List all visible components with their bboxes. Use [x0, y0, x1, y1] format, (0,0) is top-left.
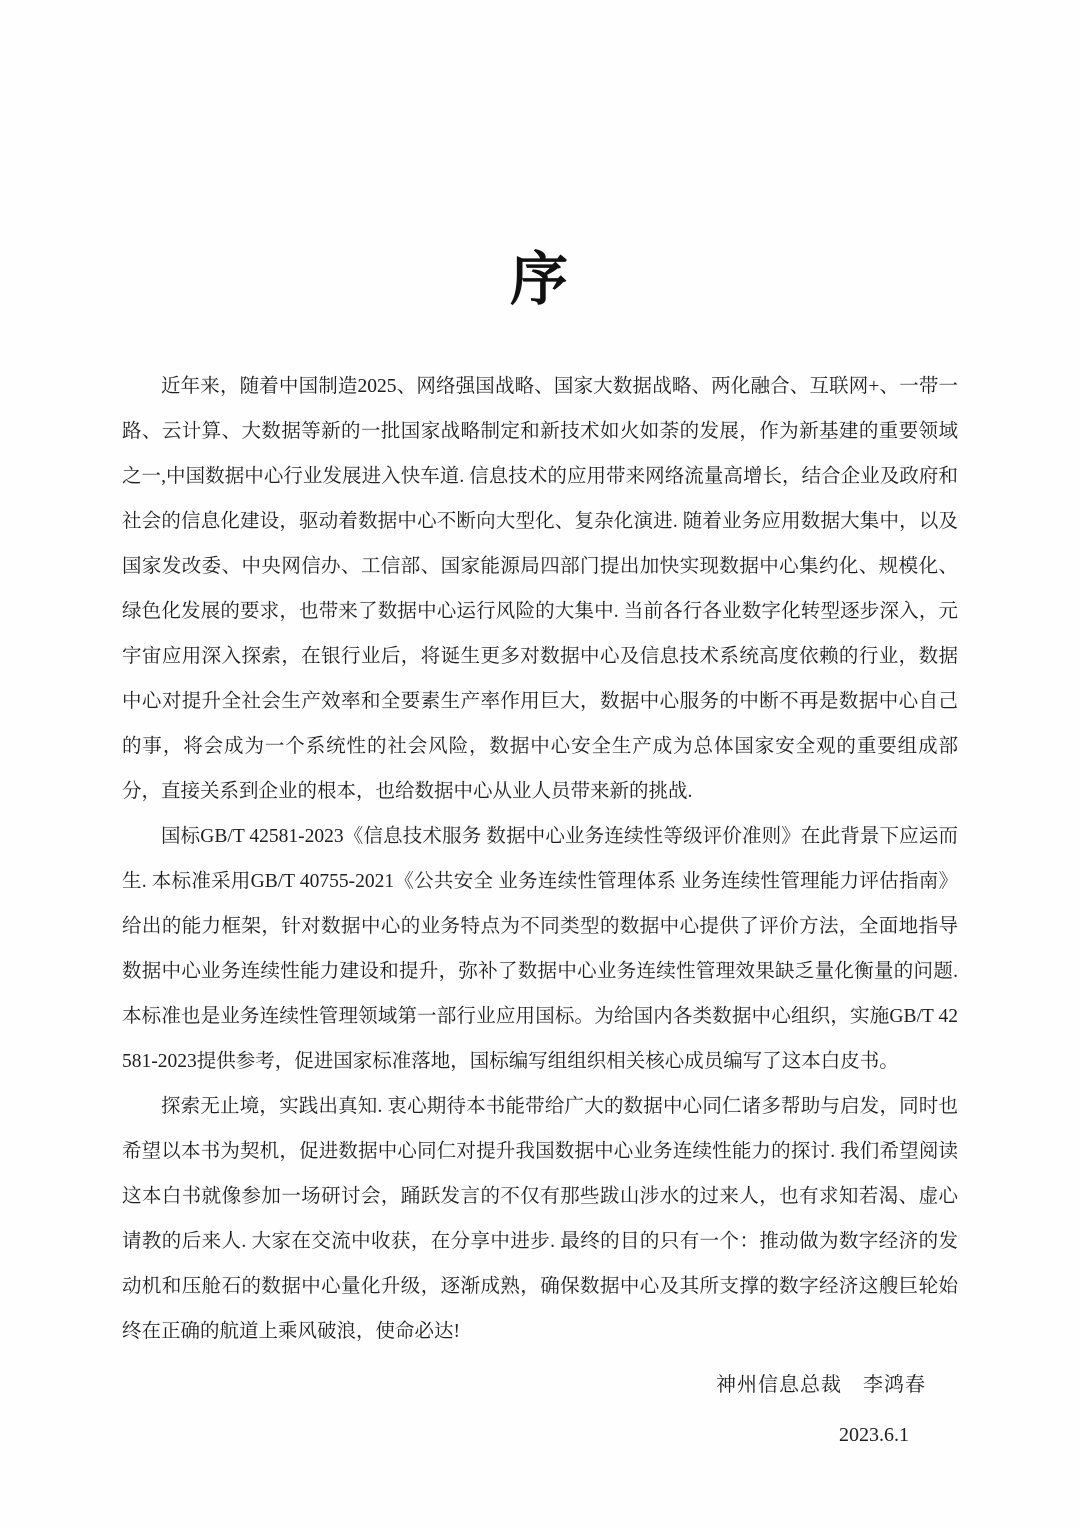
signature-line: 神州信息总裁 李鸿春 — [716, 1373, 926, 1396]
preface-paragraph-2: 国标GB/T 42581-2023《信息技术服务 数据中心业务连续性等级评价准则》在此背景下应运而生. 本标准采用GB/T 40755-2021《公共安全 业务连续性管理体系 业务连续性管理能力评估指南》给出的能力框架，针对数据中心的业务特点为不同类型的数据中心提供了评价方法，全面地指导数据中心业务连续性能力建设和提升，弥补了数据中心业务连续性管理效果缺乏量化衡量的问题. 本标准也是业务连续性管理领域第一部行业应用国标。为给国内各类数据中心组织，实施GB/T 42581-2023提供参考，促进国家标准落地，国标编写组组织相关核心成员编写了这本白皮书。 — [122, 825, 958, 1072]
signature-block — [122, 1368, 958, 1452]
preface-paragraph-1: 近年来，随着中国制造2025、网络强国战略、国家大数据战略、两化融合、互联网+、一带一路、云计算、大数据等新的一批国家战略制定和新技术如火如荼的发展，作为新基建的重要领域之一,中国数据中心行业发展进入快车道. 信息技术的应用带来网络流量高增长，结合企业及政府和社会的信息化建设，驱动着数据中心不断向大型化、复杂化演进. 随着业务应用数据大集中，以及国家发改委、中央网信办、工信部、国家能源局四部门提出加快实现数据中心集约化、规模化、绿色化发展的要求，也带来了数据中心运行风险的大集中. 当前各行各业数字化转型逐步深入，元宇宙应用深入探索，在银行业后，将诞生更多对数据中心及信息技术系统高度依赖的行业，数据中心对提升全社会生产效率和全要素生产率作用巨大，数据中心服务的中断不再是数据中心自己的事，将会成为一个系统性的社会风险，数据中心安全生产成为总体国家安全观的重要组成部分，直接关系到企业的根本，也给数据中心从业人员带来新的挑战. — [122, 375, 958, 802]
preface-paragraph-3: 探索无止境，实践出真知. 衷心期待本书能带给广大的数据中心同仁诸多帮助与启发，同时也希望以本书为契机，促进数据中心同仁对提升我国数据中心业务连续性能力的探讨. 我们希望阅读这本白书就像参加一场研讨会，踊跃发言的不仅有那些跋山涉水的过来人，也有求知若渴、虚心请教的后来人. 大家在交流中收获，在分享中进步. 最终的目的只有一个：推动做为数字经济的发动机和压舱石的数据中心量化升级，逐渐成熟，确保数据中心及其所支撑的数字经济这艘巨轮始终在正确的航道上乘风破浪，使命必达! — [122, 1095, 958, 1342]
page-title: 序 — [509, 247, 570, 312]
date-line: 2023.6.1 — [839, 1423, 909, 1446]
preface-body — [122, 364, 958, 1354]
